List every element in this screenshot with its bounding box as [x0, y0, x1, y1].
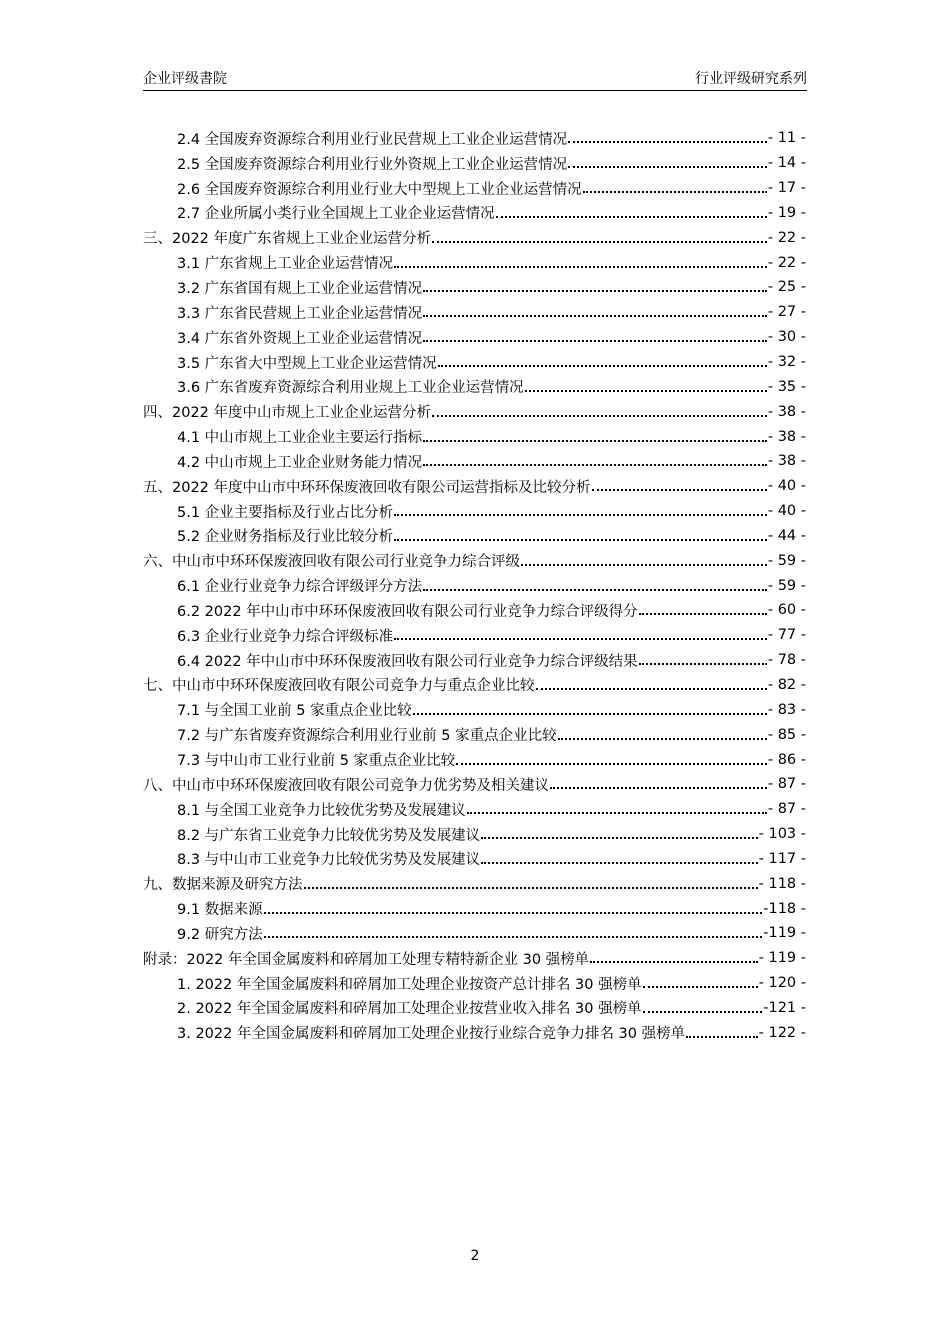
- toc-entry-page: - 40 -: [767, 478, 806, 495]
- toc-entry[interactable]: [143, 946, 806, 971]
- toc-dot-leader: [568, 166, 767, 168]
- toc-entry[interactable]: [143, 896, 806, 921]
- toc-entry[interactable]: [143, 822, 806, 847]
- toc-entry-title: 9.1 数据来源: [177, 902, 263, 919]
- toc-entry-page: - 83 -: [767, 701, 806, 718]
- toc-entry[interactable]: [143, 325, 806, 350]
- toc-entry[interactable]: [143, 648, 806, 673]
- toc-entry-title: 3.5 广东省大中型规上工业企业运营情况: [177, 355, 437, 372]
- toc-entry[interactable]: [143, 921, 806, 946]
- toc-dot-leader: [568, 141, 767, 143]
- toc-dot-leader: [583, 191, 767, 193]
- toc-entry-title: 8.2 与广东省工业竞争力比较优劣势及发展建议: [177, 827, 481, 844]
- toc-dot-leader: [423, 464, 767, 466]
- toc-entry[interactable]: [143, 971, 806, 996]
- toc-entry-title: 3.3 广东省民营规上工业企业运营情况: [177, 305, 423, 322]
- toc-entry[interactable]: [143, 201, 806, 226]
- toc-entry-title: 八、中山市中环环保废液回收有限公司竞争力优劣势及相关建议: [143, 777, 549, 794]
- toc-dot-leader: [413, 713, 767, 715]
- toc-entry-title: 2.7 企业所属小类行业全国规上工业企业运营情况: [177, 206, 495, 223]
- toc-entry[interactable]: [143, 1020, 806, 1045]
- toc-dot-leader: [264, 936, 763, 938]
- toc-entry-title: 五、2022 年度中山市中环环保废液回收有限公司运营指标及比较分析: [143, 479, 591, 496]
- toc-entry-page: - 17 -: [767, 180, 806, 197]
- toc-entry[interactable]: [143, 399, 806, 424]
- toc-entry[interactable]: [143, 996, 806, 1021]
- toc-dot-leader: [432, 241, 767, 243]
- toc-entry-title: 2.6 全国废弃资源综合利用业行业大中型规上工业企业运营情况: [177, 181, 582, 198]
- toc-entry[interactable]: [143, 772, 806, 797]
- toc-entry-title: 7.2 与广东省废弃资源综合利用业行业前 5 家重点企业比较: [177, 728, 557, 745]
- toc-dot-leader: [536, 688, 767, 690]
- toc-entry-title: 6.2 2022 年中山市中环环保废液回收有限公司行业竞争力综合评级得分: [177, 603, 638, 620]
- toc-entry-page: - 11 -: [767, 130, 806, 147]
- toc-entry-title: 2.4 全国废弃资源综合利用业行业民营规上工业企业运营情况: [177, 131, 568, 148]
- toc-entry-page: - 44 -: [767, 527, 806, 544]
- toc-entry-page: - 27 -: [767, 304, 806, 321]
- table-of-contents: [143, 126, 806, 1045]
- toc-entry[interactable]: [143, 722, 806, 747]
- toc-dot-leader: [481, 837, 757, 839]
- toc-entry-title: 3.2 广东省国有规上工业企业运营情况: [177, 280, 423, 297]
- toc-entry-title: 6.3 企业行业竞争力综合评级标准: [177, 628, 394, 645]
- toc-entry-page: - 22 -: [767, 229, 806, 246]
- toc-entry-title: 附录：2022 年全国金属废料和碎屑加工处理专精特新企业 30 强榜单: [143, 951, 590, 968]
- header-right-text: 行业评级研究系列: [695, 71, 807, 87]
- toc-entry-page: - 78 -: [767, 652, 806, 669]
- toc-entry[interactable]: [143, 151, 806, 176]
- toc-entry-page: - 85 -: [767, 726, 806, 743]
- toc-entry-page: - 86 -: [767, 751, 806, 768]
- toc-dot-leader: [590, 961, 757, 963]
- toc-dot-leader: [423, 315, 767, 317]
- toc-entry-page: - 25 -: [767, 279, 806, 296]
- toc-dot-leader: [423, 290, 767, 292]
- toc-entry[interactable]: [143, 449, 806, 474]
- toc-entry-page: - 77 -: [767, 627, 806, 644]
- toc-entry-title: 3.6 广东省废弃资源综合利用业规上工业企业运营情况: [177, 380, 524, 397]
- toc-dot-leader: [394, 514, 767, 516]
- toc-entry[interactable]: [143, 697, 806, 722]
- toc-entry[interactable]: [143, 176, 806, 201]
- toc-entry[interactable]: [143, 374, 806, 399]
- toc-entry-title: 四、2022 年度中山市规上工业企业运营分析: [143, 405, 432, 422]
- toc-entry-page: - 22 -: [767, 254, 806, 271]
- toc-entry-page: - 119 -: [758, 950, 806, 967]
- toc-entry[interactable]: [143, 871, 806, 896]
- toc-entry-title: 8.3 与中山市工业竞争力比较优劣势及发展建议: [177, 852, 481, 869]
- toc-entry-page: - 87 -: [767, 801, 806, 818]
- toc-dot-leader: [686, 1036, 758, 1038]
- toc-entry[interactable]: [143, 499, 806, 524]
- toc-entry[interactable]: [143, 623, 806, 648]
- page-header: [143, 68, 807, 91]
- toc-entry[interactable]: [143, 598, 806, 623]
- toc-entry-page: - 38 -: [767, 428, 806, 445]
- toc-dot-leader: [521, 564, 767, 566]
- toc-entry-page: - 14 -: [767, 155, 806, 172]
- toc-entry-title: 七、中山市中环环保废液回收有限公司竞争力与重点企业比较: [143, 678, 535, 695]
- toc-entry[interactable]: [143, 275, 806, 300]
- toc-entry-title: 2. 2022 年全国金属废料和碎屑加工处理企业按营业收入排名 30 强榜单: [177, 1001, 642, 1018]
- toc-dot-leader: [467, 812, 767, 814]
- toc-entry[interactable]: [143, 126, 806, 151]
- toc-dot-leader: [456, 763, 767, 765]
- toc-entry[interactable]: [143, 225, 806, 250]
- toc-entry[interactable]: [143, 846, 806, 871]
- toc-entry[interactable]: [143, 424, 806, 449]
- toc-dot-leader: [558, 738, 767, 740]
- toc-dot-leader: [394, 638, 767, 640]
- toc-entry-title: 九、数据来源及研究方法: [143, 877, 303, 894]
- toc-entry-page: - 60 -: [767, 602, 806, 619]
- toc-entry-page: - 30 -: [767, 329, 806, 346]
- toc-entry-page: - 59 -: [767, 577, 806, 594]
- toc-dot-leader: [550, 787, 767, 789]
- toc-dot-leader: [264, 912, 763, 914]
- toc-entry-title: 5.1 企业主要指标及行业占比分析: [177, 504, 394, 521]
- toc-entry-page: - 32 -: [767, 354, 806, 371]
- toc-entry[interactable]: [143, 573, 806, 598]
- toc-entry-page: - 122 -: [758, 1024, 806, 1041]
- toc-entry-title: 3. 2022 年全国金属废料和碎屑加工处理企业按行业综合竞争力排名 30 强榜单: [177, 1026, 686, 1043]
- toc-entry-page: -121 -: [763, 999, 806, 1016]
- toc-entry-page: - 59 -: [767, 552, 806, 569]
- toc-entry[interactable]: [143, 250, 806, 275]
- toc-entry-title: 4.1 中山市规上工业企业主要运行指标: [177, 430, 423, 447]
- toc-dot-leader: [423, 440, 767, 442]
- toc-dot-leader: [592, 489, 767, 491]
- toc-dot-leader: [496, 216, 767, 218]
- toc-dot-leader: [432, 415, 767, 417]
- toc-dot-leader: [525, 390, 767, 392]
- toc-entry-title: 9.2 研究方法: [177, 926, 263, 943]
- toc-entry-title: 3.4 广东省外资规上工业企业运营情况: [177, 330, 423, 347]
- toc-entry-title: 7.1 与全国工业前 5 家重点企业比较: [177, 703, 412, 720]
- toc-entry-page: -118 -: [763, 900, 806, 917]
- toc-entry[interactable]: [143, 350, 806, 375]
- toc-dot-leader: [394, 266, 767, 268]
- toc-entry-page: - 40 -: [767, 503, 806, 520]
- toc-entry-title: 5.2 企业财务指标及行业比较分析: [177, 529, 394, 546]
- toc-entry-title: 2.5 全国废弃资源综合利用业行业外资规上工业企业运营情况: [177, 156, 568, 173]
- toc-entry[interactable]: [143, 474, 806, 499]
- toc-dot-leader: [639, 613, 767, 615]
- toc-entry-page: - 118 -: [758, 875, 806, 892]
- toc-entry-title: 8.1 与全国工业竞争力比较优劣势及发展建议: [177, 802, 466, 819]
- toc-dot-leader: [643, 1011, 763, 1013]
- toc-entry-title: 7.3 与中山市工业行业前 5 家重点企业比较: [177, 753, 456, 770]
- toc-entry[interactable]: [143, 797, 806, 822]
- toc-entry-title: 1. 2022 年全国金属废料和碎屑加工处理企业按资产总计排名 30 强榜单: [177, 976, 642, 993]
- toc-entry[interactable]: [143, 747, 806, 772]
- toc-entry-title: 六、中山市中环环保废液回收有限公司行业竞争力综合评级: [143, 554, 520, 571]
- toc-entry-page: - 38 -: [767, 403, 806, 420]
- toc-entry-page: - 82 -: [767, 676, 806, 693]
- toc-entry-page: - 103 -: [758, 826, 806, 843]
- toc-dot-leader: [304, 887, 758, 889]
- toc-entry[interactable]: [143, 300, 806, 325]
- header-left-text: 企业评级書院: [143, 71, 227, 87]
- toc-entry-page: - 117 -: [758, 850, 806, 867]
- page-number: 2: [470, 1248, 480, 1264]
- toc-dot-leader: [643, 986, 758, 988]
- toc-entry-title: 三、2022 年度广东省规上工业企业运营分析: [143, 231, 432, 248]
- toc-entry-title: 6.4 2022 年中山市中环环保废液回收有限公司行业竞争力综合评级结果: [177, 653, 638, 670]
- toc-entry-page: - 35 -: [767, 378, 806, 395]
- toc-entry-page: - 38 -: [767, 453, 806, 470]
- toc-entry[interactable]: [143, 548, 806, 573]
- toc-entry-title: 6.1 企业行业竞争力综合评级评分方法: [177, 579, 423, 596]
- toc-entry[interactable]: [143, 524, 806, 549]
- toc-entry-page: - 87 -: [767, 776, 806, 793]
- toc-entry-page: - 120 -: [758, 975, 806, 992]
- toc-dot-leader: [423, 340, 767, 342]
- toc-dot-leader: [423, 589, 767, 591]
- toc-entry-title: 4.2 中山市规上工业企业财务能力情况: [177, 454, 423, 471]
- toc-entry-page: -119 -: [763, 925, 806, 942]
- toc-entry-title: 3.1 广东省规上工业企业运营情况: [177, 256, 394, 273]
- toc-entry-page: - 19 -: [767, 204, 806, 221]
- toc-dot-leader: [438, 365, 767, 367]
- toc-dot-leader: [394, 539, 767, 541]
- toc-dot-leader: [481, 862, 757, 864]
- toc-dot-leader: [639, 663, 767, 665]
- toc-entry[interactable]: [143, 673, 806, 698]
